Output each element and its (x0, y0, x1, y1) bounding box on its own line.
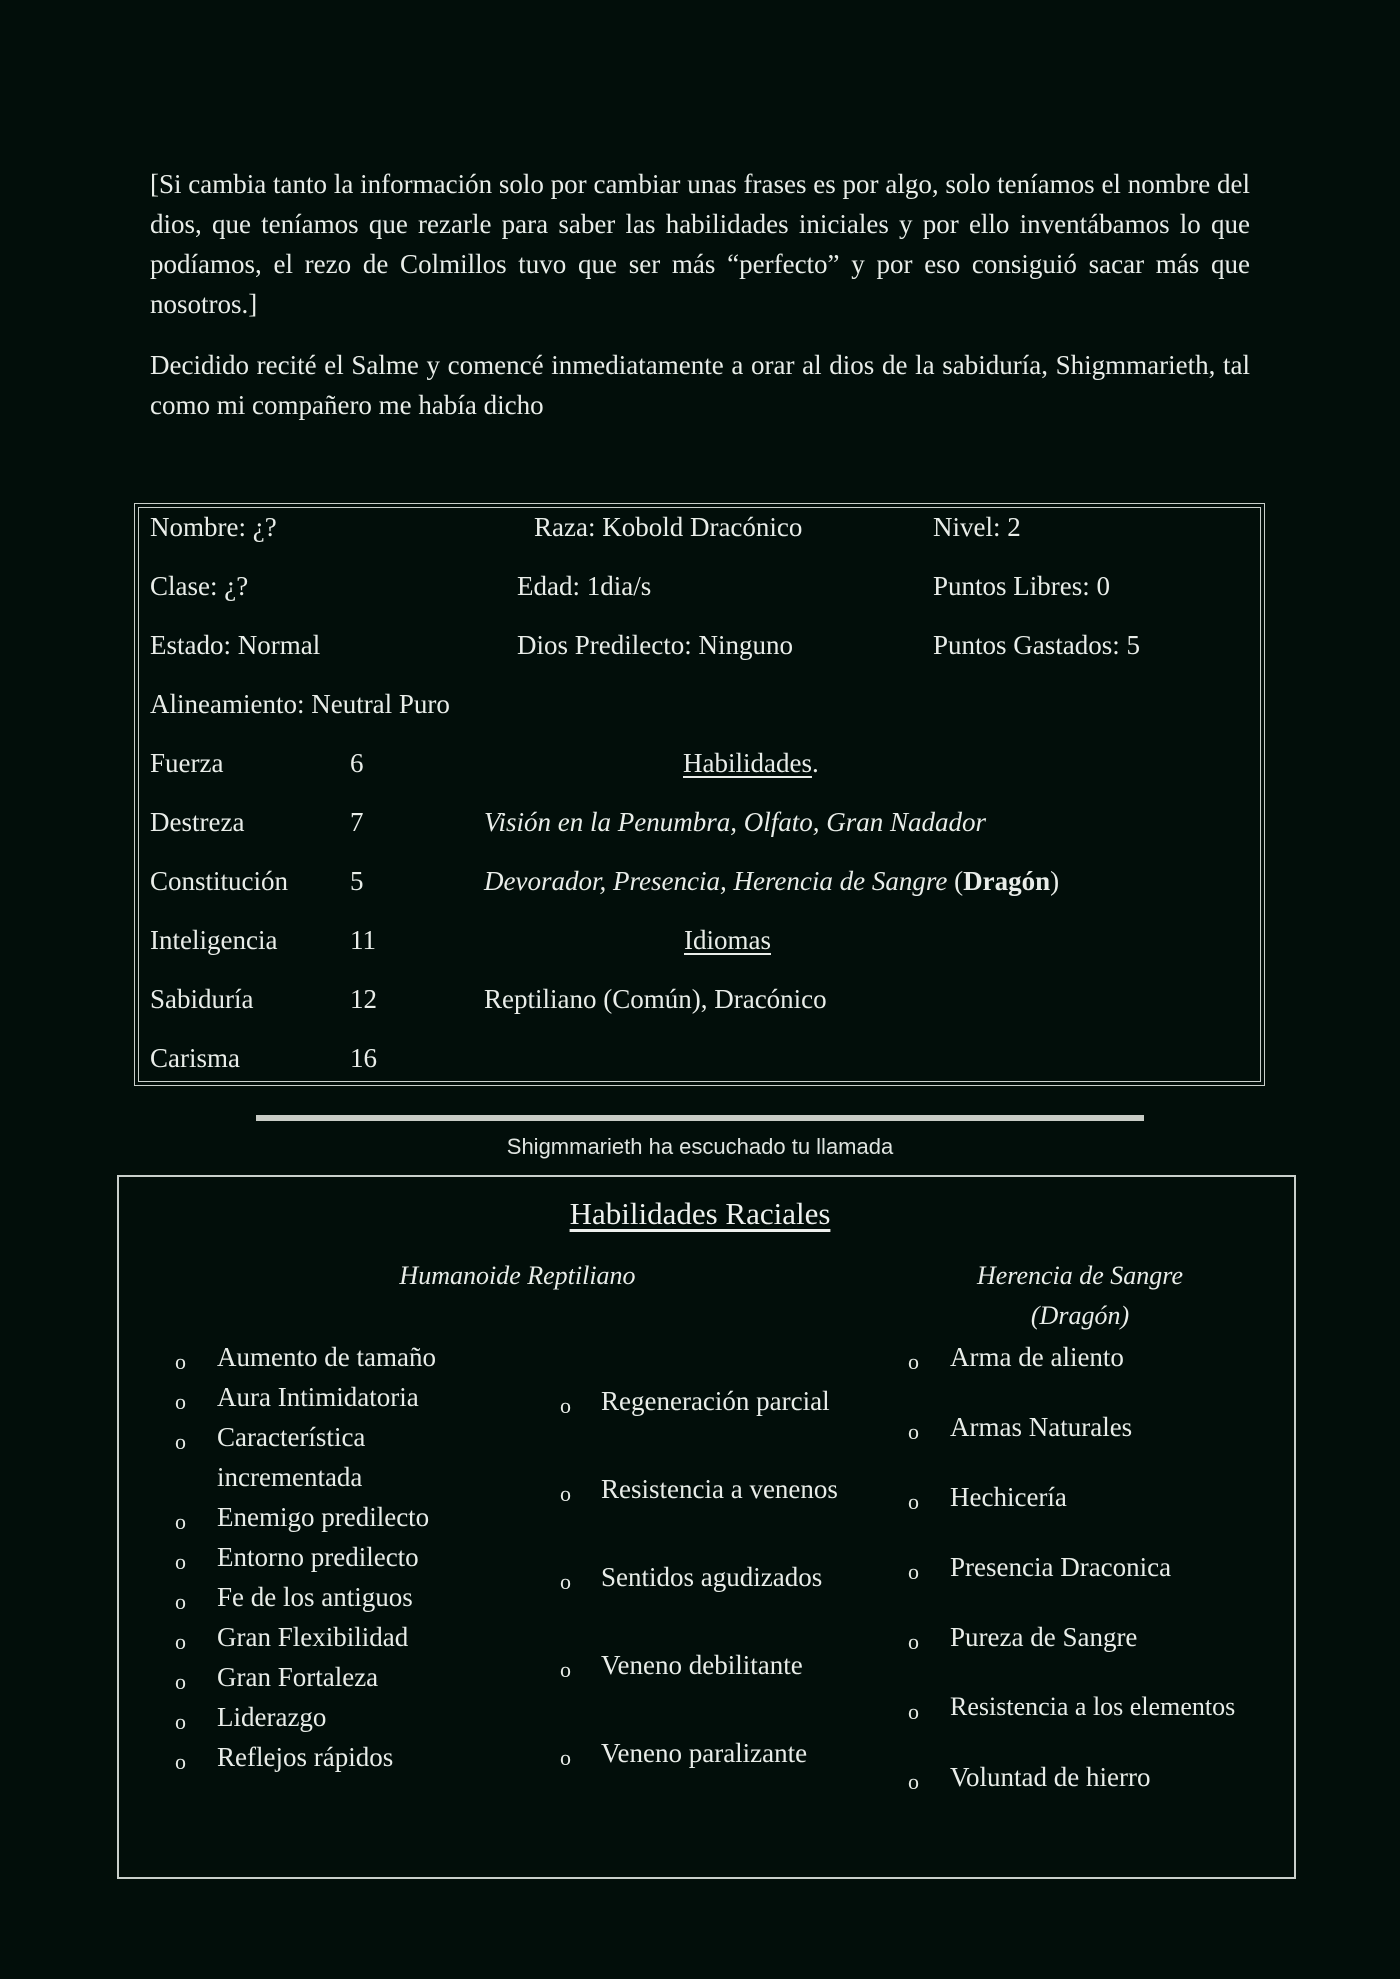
list-item: Veneno debilitante (601, 1650, 803, 1680)
prayer-caption: Shigmmarieth ha escuchado tu llamada (506, 1134, 894, 1159)
attribute-name: Carisma (150, 1043, 240, 1073)
clase-field: Clase: ¿? (150, 571, 249, 601)
racial-abilities-title: Habilidades Raciales (569, 1196, 831, 1231)
list-item: Sentidos agudizados (601, 1562, 823, 1592)
col1-heading: Humanoide Reptiliano (399, 1261, 636, 1290)
paren-close: ) (1050, 866, 1060, 896)
list-item: Resistencia a los elementos (950, 1692, 1236, 1721)
habilidades-heading-text: Habilidades (683, 748, 812, 778)
attribute-value: 12 (350, 984, 377, 1014)
idiomas-heading: Idiomas (684, 925, 771, 955)
list-item: Regeneración parcial (601, 1386, 830, 1416)
list-item: Característica (217, 1422, 366, 1452)
attribute-name: Destreza (150, 807, 245, 837)
list-bullet: o (560, 1481, 571, 1506)
list-item: Liderazgo (217, 1702, 327, 1732)
list-bullet: o (560, 1393, 571, 1418)
list-item: Presencia Draconica (950, 1552, 1172, 1582)
list-bullet: o (560, 1657, 571, 1682)
habilidades-line-2-italic: Devorador, Presencia, Herencia de Sangre (484, 866, 948, 896)
dragon-bold: Dragón (963, 866, 1051, 896)
habilidades-line-1: Visión en la Penumbra, Olfato, Gran Nadador (484, 807, 986, 837)
list-item: Voluntad de hierro (950, 1762, 1151, 1792)
nombre-field: Nombre: ¿? (150, 512, 277, 542)
list-bullet: o (908, 1699, 919, 1724)
list-bullet: o (560, 1745, 571, 1770)
attribute-name: Sabiduría (150, 984, 254, 1014)
attribute-name: Constitución (150, 866, 289, 896)
list-bullet: o (175, 1749, 186, 1774)
narrative-paragraph-2: Decidido recité el Salme y comencé inmediatamente a orar al dios de la sabiduría, Shigmmarieth, tal como mi compañero me había dicho (150, 350, 1250, 420)
section-divider (256, 1115, 1144, 1121)
list-item: Gran Fortaleza (217, 1662, 379, 1692)
list-bullet: o (175, 1429, 186, 1454)
list-item: Pureza de Sangre (950, 1622, 1138, 1652)
list-bullet: o (908, 1769, 919, 1794)
list-item: Armas Naturales (950, 1412, 1133, 1442)
list-item: Enemigo predilecto (217, 1502, 430, 1532)
list-bullet: o (175, 1509, 186, 1534)
estado-field: Estado: Normal (150, 630, 321, 660)
attribute-value: 11 (350, 925, 376, 955)
paren-open: ( (947, 866, 964, 896)
col3-heading-line2: (Dragón) (1030, 1301, 1130, 1330)
col3-heading-line1: Herencia de Sangre (976, 1261, 1183, 1290)
list-bullet: o (175, 1589, 186, 1614)
list-item: Aura Intimidatoria (217, 1382, 419, 1412)
idiomas-list: Reptiliano (Común), Dracónico (484, 984, 827, 1014)
dios-field: Dios Predilecto: Ninguno (517, 630, 793, 660)
alineamiento-field: Alineamiento: Neutral Puro (150, 689, 450, 719)
puntos-gastados-field: Puntos Gastados: 5 (933, 630, 1141, 660)
list-item: Hechicería (950, 1482, 1067, 1512)
list-bullet: o (175, 1349, 186, 1374)
list-bullet: o (908, 1419, 919, 1444)
habilidades-line-2 (484, 866, 1059, 896)
list-item: Arma de aliento (950, 1342, 1124, 1372)
list-bullet: o (175, 1629, 186, 1654)
list-item: Veneno paralizante (601, 1738, 808, 1768)
habilidades-heading (683, 748, 819, 778)
attribute-name: Inteligencia (150, 925, 278, 955)
list-bullet: o (908, 1349, 919, 1374)
list-item: Resistencia a venenos (601, 1474, 838, 1504)
attribute-value: 5 (350, 866, 364, 896)
attribute-value: 6 (350, 748, 364, 778)
raza-field: Raza: Kobold Dracónico (534, 512, 803, 542)
list-bullet: o (175, 1709, 186, 1734)
list-bullet: o (908, 1559, 919, 1584)
list-bullet: o (175, 1669, 186, 1694)
list-item: Fe de los antiguos (217, 1582, 413, 1612)
attribute-value: 16 (350, 1043, 377, 1073)
attribute-name: Fuerza (150, 748, 224, 778)
list-item: Aumento de tamaño (217, 1342, 436, 1372)
list-item-continuation: incrementada (217, 1462, 363, 1492)
list-item: Reflejos rápidos (217, 1742, 394, 1772)
list-bullet: o (560, 1569, 571, 1594)
puntos-libres-field: Puntos Libres: 0 (933, 571, 1111, 601)
edad-field: Edad: 1dia/s (517, 571, 652, 601)
narrative-paragraph-1: [Si cambia tanto la información solo por cambiar unas frases es por algo, solo teníamos el nombre del dios, que teníamos que rezarle para saber las habilidades iniciales y por ello inventábamos lo que podíamos, el rezo de Colmillos tuvo que ser más “perfecto” y por eso consiguió sacar más que nosotros.] (150, 169, 1250, 319)
list-bullet: o (175, 1389, 186, 1414)
list-bullet: o (175, 1549, 186, 1574)
list-item: Entorno predilecto (217, 1542, 419, 1572)
list-item: Gran Flexibilidad (217, 1622, 409, 1652)
list-bullet: o (908, 1489, 919, 1514)
list-bullet: o (908, 1629, 919, 1654)
habilidades-heading-dot: . (811, 748, 819, 778)
nivel-field: Nivel: 2 (933, 512, 1021, 542)
attribute-value: 7 (350, 807, 364, 837)
